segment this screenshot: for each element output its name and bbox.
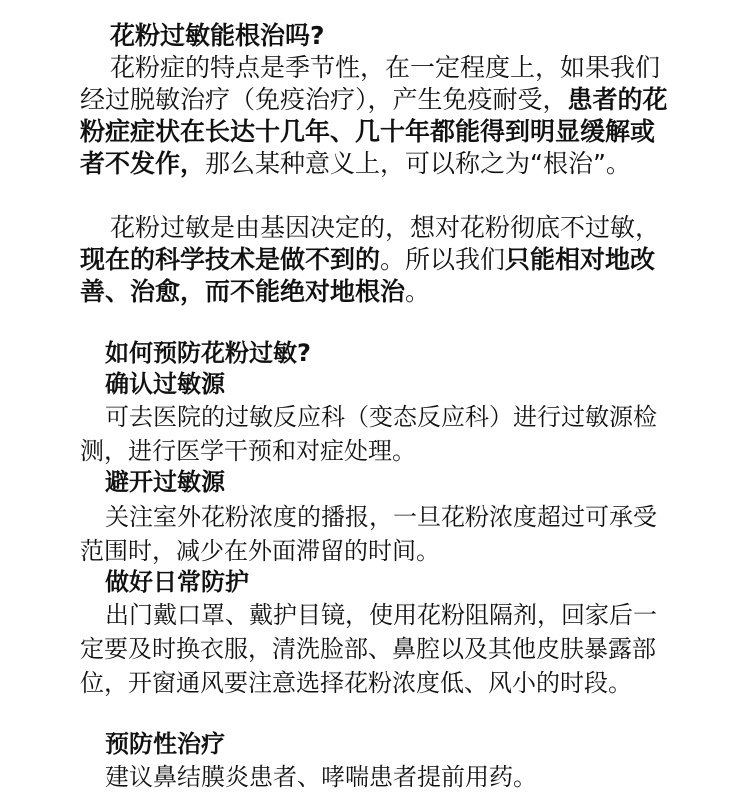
paragraph-preventive-treatment: 建议鼻结膜炎患者、哮喘患者提前用药。 bbox=[105, 763, 537, 791]
paragraph-emphasis: 只能相对地改善、治愈，而不能绝对地根治 bbox=[80, 245, 656, 306]
paragraph-genetic-cause bbox=[80, 212, 670, 308]
section-title-cure: 花粉过敏能根治吗? bbox=[110, 21, 325, 50]
paragraph-confirm-allergen: 可去医院的过敏反应科（变态反应科）进行过敏源检测，进行医学干预和对症处理。 bbox=[80, 403, 657, 465]
paragraph-text: 。 bbox=[405, 277, 431, 306]
subheading-confirm-allergen: 确认过敏源 bbox=[105, 370, 225, 398]
paragraph-text: 花粉过敏是由基因决定的，想对花粉彻底不过敏， bbox=[110, 213, 661, 242]
paragraph-emphasis: 现在的科学技术是做不到的 bbox=[80, 245, 381, 274]
section-title-prevention: 如何预防花粉过敏? bbox=[105, 339, 311, 367]
paragraph-text: 花粉症的特点是季节性，在一定程度上，如果我们经过脱敏治疗（免疫治疗），产生免疫耐受， bbox=[80, 53, 661, 114]
paragraph-pollinosis-desensitization bbox=[80, 52, 670, 180]
paragraph-daily-protection: 出门戴口罩、戴护目镜，使用花粉阻隔剂，回家后一定要及时换衣服，清洗脸部、鼻腔以及其他皮肤暴露部位，开窗通风要注意选择花粉浓度低、风小的时段。 bbox=[80, 601, 657, 697]
paragraph-emphasis: 患者的花粉症症状在长达十几年、几十年都能得到明显缓解或者不发作， bbox=[80, 85, 668, 178]
paragraph-avoid-allergen: 关注室外花粉浓度的播报，一旦花粉浓度超过可承受范围时，减少在外面滞留的时间。 bbox=[80, 503, 657, 565]
subheading-daily-protection: 做好日常防护 bbox=[105, 568, 249, 596]
subheading-avoid-allergen: 避开过敏源 bbox=[105, 468, 225, 496]
paragraph-text: 。所以我们 bbox=[380, 245, 506, 274]
paragraph-text: 那么某种意义上，可以称之为“根治”。 bbox=[205, 149, 631, 178]
subheading-preventive-treatment: 预防性治疗 bbox=[105, 730, 225, 758]
